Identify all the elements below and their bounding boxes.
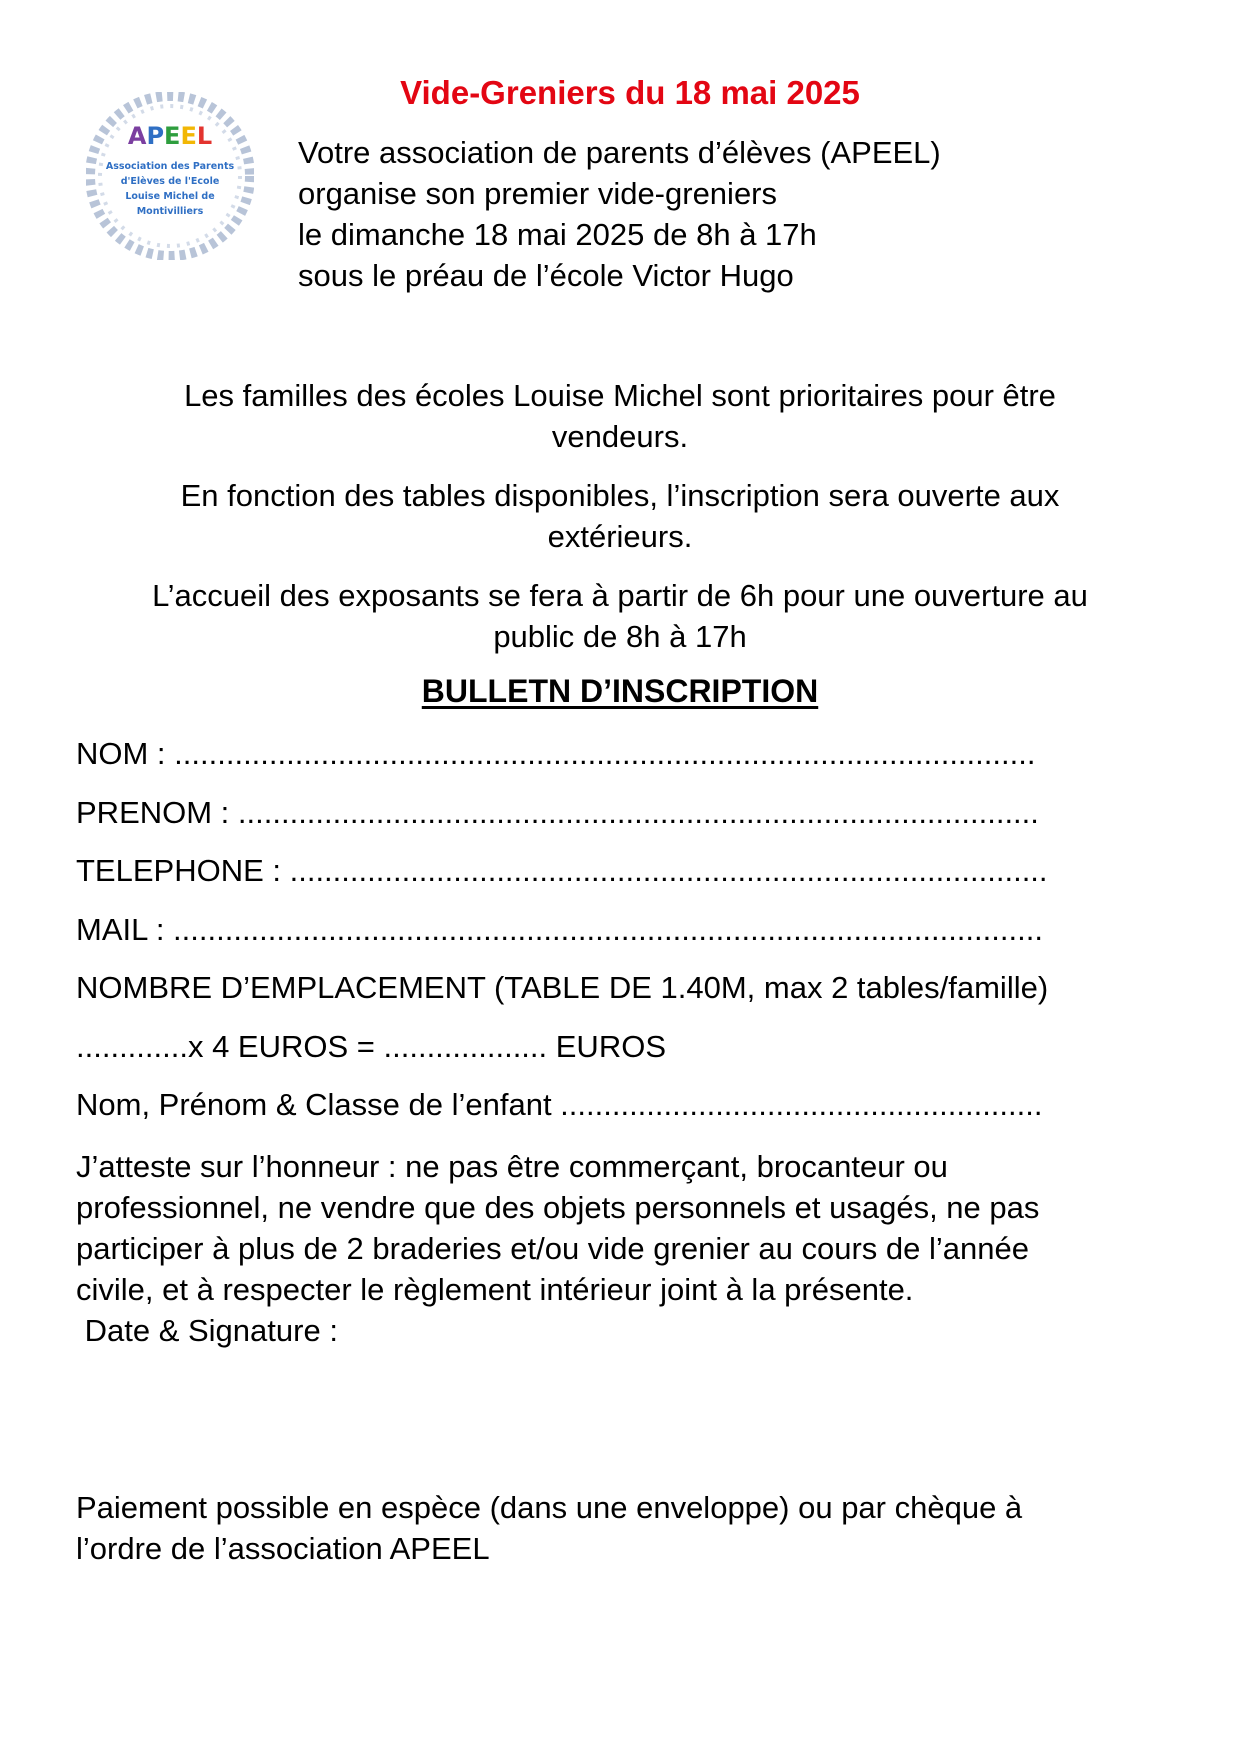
attestation-line-4: civile, et à respecter le règlement intérieur joint à la présente. (76, 1272, 914, 1307)
field-mail[interactable]: MAIL : ..................................................................................................... (76, 912, 1043, 947)
field-nom[interactable]: NOM : .................................................................................................... (76, 736, 1036, 771)
form-heading (0, 673, 1240, 710)
attestation-line-2: professionnel, ne vendre que des objets personnels et usagés, ne pas (76, 1190, 1040, 1225)
notice-reception-line-2: public de 8h à 17h (493, 619, 747, 654)
intro-line-1: Votre association de parents d’élèves (APEEL) (298, 135, 941, 170)
intro-line-4: sous le préau de l’école Victor Hugo (298, 258, 794, 293)
form-heading-text: BULLETN D’INSCRIPTION (421, 673, 819, 709)
svg-text:APEEL: APEEL (127, 122, 213, 150)
field-enfant[interactable]: Nom, Prénom & Classe de l’enfant ........................................................ (76, 1087, 1043, 1122)
notice-tables-line-1: En fonction des tables disponibles, l’inscription sera ouverte aux (180, 478, 1060, 513)
apeel-logo (86, 92, 254, 260)
payment-line-1: Paiement possible en espèce (dans une enveloppe) ou par chèque à (76, 1490, 1023, 1525)
field-emplacement-label: NOMBRE D’EMPLACEMENT (TABLE DE 1.40M, max 2 tables/famille) (76, 970, 1049, 1005)
apeel-logo-image (86, 92, 254, 260)
field-telephone[interactable]: TELEPHONE : ........................................................................................ (76, 853, 1048, 888)
attestation-line-3: participer à plus de 2 braderies et/ou vide grenier au cours de l’année (76, 1231, 1029, 1266)
svg-text:Louise Michel de: Louise Michel de (125, 191, 215, 202)
intro-line-2: organise son premier vide-greniers (298, 176, 778, 211)
svg-text:Montivilliers: Montivilliers (136, 206, 204, 217)
attestation-line-1: J’atteste sur l’honneur : ne pas être commerçant, brocanteur ou (76, 1149, 948, 1184)
notice-reception-line-1: L’accueil des exposants se fera à partir de 6h pour une ouverture au (152, 578, 1088, 613)
notice-tables-line-2: extérieurs. (547, 519, 693, 554)
page-title: Vide-Greniers du 18 mai 2025 (400, 74, 860, 111)
svg-text:d'Elèves de l'Ecole: d'Elèves de l'Ecole (120, 176, 220, 187)
payment-line-2: l’ordre de l’association APEEL (76, 1531, 490, 1566)
intro-line-3: le dimanche 18 mai 2025 de 8h à 17h (298, 217, 817, 252)
signature-label: Date & Signature : (76, 1313, 338, 1348)
svg-text:Association des Parents: Association des Parents (105, 161, 235, 172)
field-emplacement-total[interactable]: .............x 4 EUROS = ................... EUROS (76, 1029, 666, 1064)
field-prenom[interactable]: PRENOM : ............................................................................................. (76, 795, 1039, 830)
notice-priority-line-2: vendeurs. (551, 419, 689, 454)
notice-priority-line-1: Les familles des écoles Louise Michel sont prioritaires pour être (184, 378, 1056, 413)
